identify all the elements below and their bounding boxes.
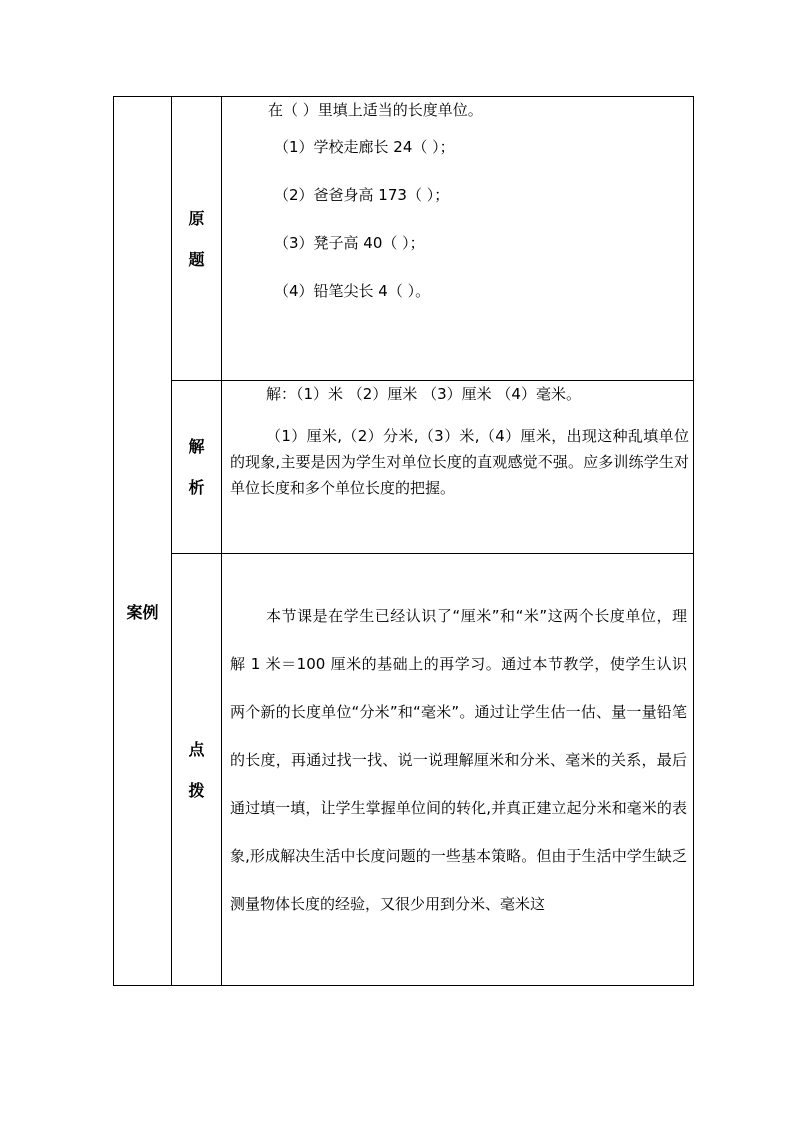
case-table <box>113 96 694 986</box>
guidance-text: 本节课是在学生已经认识了“厘米”和“米”这两个长度单位，理解 1 米＝100 厘米的基础上的再学习。通过本节教学，使学生认识两个新的长度单位“分米”和“毫米”。通过让学生估一估、量一量铅笔的长度，再通过找一找、说一说理解厘米和分米、毫米的关系，最后通过填一填，让学生掌握单位间的转化,并真正建立起分米和毫米的表象,形成解决生活中长度问题的一些基本策略。但由于生活中学生缺乏测量物体长度的经验，又很少用到分米、毫米这 <box>230 607 687 913</box>
question-label: 原题 <box>188 208 205 269</box>
question-intro: 在（ ）里填上适当的长度单位。 <box>268 101 483 119</box>
guidance-content <box>222 554 694 986</box>
question-item-1: （1）学校走廊长 24（ ）； <box>274 138 455 156</box>
question-label-cell <box>172 97 222 381</box>
analysis-solution: 解：（1）米 （2）厘米 （3）厘米 （4）毫米。 <box>266 385 581 403</box>
question-item-4: （4）铅笔尖长 4（ ）。 <box>274 282 431 300</box>
question-item-3: （3）凳子高 40（ ）； <box>274 234 425 252</box>
analysis-text: （1）厘米,（2）分米,（3）米,（4）厘米，出现这种乱填单位的现象,主要是因为学生对单位长度的直观感觉不强。应多训练学生对单位长度和多个单位长度的把握。 <box>230 427 689 497</box>
question-item-2: （2）爸爸身高 173（ ）； <box>274 186 450 204</box>
case-label-cell <box>114 97 172 986</box>
analysis-label-cell <box>172 381 222 554</box>
guidance-label-cell <box>172 554 222 986</box>
guidance-label: 点拨 <box>188 739 205 800</box>
analysis-content <box>222 381 694 554</box>
question-content <box>222 97 694 381</box>
case-label: 案例 <box>126 602 159 622</box>
analysis-label: 解析 <box>188 437 205 497</box>
